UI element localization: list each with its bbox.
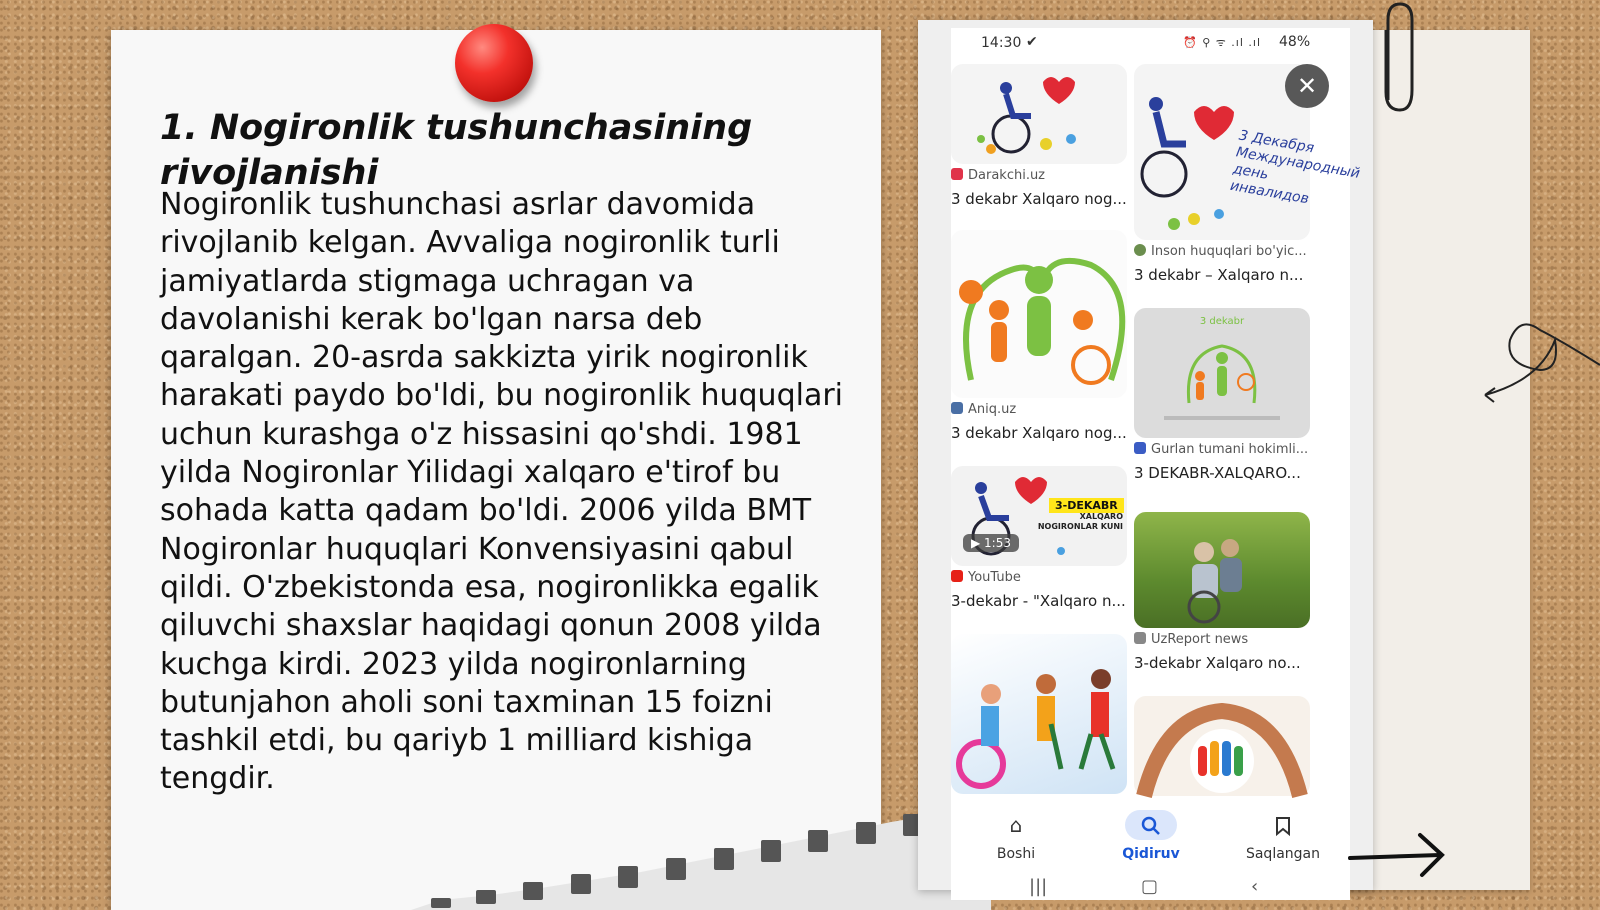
system-navigation bbox=[951, 876, 1350, 900]
result-source[interactable] bbox=[951, 570, 1021, 585]
result-thumbnail[interactable] bbox=[951, 634, 1127, 794]
result-caption[interactable]: 3 dekabr Xalqaro nog... bbox=[951, 190, 1127, 208]
torn-paper-edge bbox=[411, 800, 991, 910]
result-caption[interactable]: 3 dekabr Xalqaro nog... bbox=[951, 424, 1127, 442]
nav-label: Qidiruv bbox=[1122, 846, 1180, 862]
nav-label: Saqlangan bbox=[1245, 846, 1321, 862]
result-thumbnail[interactable] bbox=[1134, 308, 1310, 438]
result-source[interactable] bbox=[1134, 442, 1308, 457]
result-caption[interactable]: 3-dekabr - "Xalqaro n... bbox=[951, 592, 1126, 610]
result-thumbnail[interactable] bbox=[951, 64, 1127, 164]
check-icon: ✔ bbox=[1026, 34, 1038, 50]
family-heart-illustration bbox=[951, 230, 1127, 398]
video-badge-subtitle: XALQARO NOGIRONLAR KUNI bbox=[1037, 512, 1123, 531]
status-bar bbox=[951, 28, 1350, 58]
source-label: UzReport news bbox=[1151, 632, 1249, 647]
source-label: YouTube bbox=[968, 570, 1021, 585]
result-thumbnail[interactable] bbox=[1134, 696, 1310, 796]
result-caption[interactable]: 3 dekabr – Xalqaro n... bbox=[1134, 266, 1304, 284]
recent-apps-icon[interactable]: ||| bbox=[1029, 876, 1048, 897]
site-favicon bbox=[1134, 632, 1146, 644]
result-thumbnail[interactable] bbox=[951, 466, 1127, 566]
result-source[interactable] bbox=[1134, 244, 1307, 259]
video-badge: 3-DEKABR bbox=[1049, 498, 1124, 513]
home-icon: ⌂ bbox=[1009, 813, 1023, 837]
result-caption[interactable]: 3 DEKABR-XALQARO... bbox=[1134, 464, 1301, 482]
paperclip-icon bbox=[1380, 0, 1416, 120]
nav-label: Boshi bbox=[996, 846, 1036, 862]
result-source[interactable] bbox=[951, 168, 1045, 183]
result-caption[interactable]: 3-dekabr Xalqaro no... bbox=[1134, 654, 1301, 672]
loop-arrow-doodle bbox=[1480, 310, 1600, 410]
result-thumbnail[interactable] bbox=[1134, 512, 1310, 628]
site-favicon bbox=[1134, 442, 1146, 454]
nav-home[interactable] bbox=[966, 810, 1066, 862]
bottom-navigation bbox=[951, 798, 1350, 878]
home-button-icon[interactable]: ▢ bbox=[1141, 876, 1159, 897]
youtube-icon bbox=[951, 570, 963, 582]
slide-body-text: Nogironlik tushunchasi asrlar davomida rivojlanib kelgan. Avvaliga nogironlik turli jamiyatlarda stigmaga uchragan va davolanishi kerak bo'lgan narsa deb qaralgan. 20-asrda sakkizta yirik nogironlik harakati paydo bo'ldi, bu nogironlik huquqlari uchun kurashga o'z hissasini qo'shdi. 1981 yilda Nogironlar Yilidagi xalqaro e'tirof bu sohada katta qadam bo'ldi. 2006 yilda BMT Nogironlar huquqlari Konvensiyasini qabul qildi. O'zbekistonda esa, nogironlikka egalik qiluvchi shaxslar haqidagi qonun 2008 yilda kuchga kirdi. 2023 yilda nogironlarning butunjahon aholi soni taxminan 15 foizni tashkil etdi, bu qariyb 1 milliard kishiga tengdir. bbox=[160, 187, 843, 797]
search-icon bbox=[1125, 810, 1177, 840]
status-time: 14:30 bbox=[981, 35, 1022, 51]
disability-day-illustration bbox=[951, 64, 1127, 164]
result-source[interactable] bbox=[951, 402, 1016, 417]
russian-caption: 3 Декабря Международный день инвалидов bbox=[1228, 127, 1362, 208]
battery-level: 48% bbox=[1279, 34, 1311, 50]
wheelchair-photo bbox=[1134, 512, 1310, 628]
right-arrow-icon bbox=[1350, 830, 1450, 880]
play-icon: ▶ bbox=[971, 536, 985, 550]
result-thumbnail[interactable] bbox=[951, 230, 1127, 398]
video-duration bbox=[963, 534, 1019, 552]
duration-label: 1:53 bbox=[984, 536, 1011, 550]
small-family-illustration bbox=[1134, 308, 1310, 438]
red-pushpin bbox=[455, 24, 533, 102]
source-label: Gurlan tumani hokimli... bbox=[1151, 442, 1309, 457]
source-label: Inson huquqlari bo'yic... bbox=[1151, 244, 1307, 259]
phone-screen bbox=[951, 28, 1362, 900]
nav-search[interactable] bbox=[1101, 810, 1201, 862]
status-icons: ⏰ ⚲ ᯤ .ıl .ıl bbox=[1183, 36, 1261, 49]
slide-title: 1. Nogironlik tushunchasining rivojlanishi bbox=[160, 108, 753, 193]
people-celebrating-illustration bbox=[951, 634, 1127, 794]
green-thumb-heading: 3 dekabr bbox=[1199, 316, 1245, 327]
source-label: Darakchi.uz bbox=[968, 168, 1046, 183]
result-thumbnail[interactable] bbox=[1134, 64, 1362, 240]
nav-saved[interactable] bbox=[1233, 810, 1333, 862]
site-favicon bbox=[1134, 244, 1146, 256]
back-icon[interactable]: ‹ bbox=[1251, 876, 1259, 897]
site-favicon bbox=[951, 402, 963, 414]
hands-people-illustration bbox=[1134, 696, 1310, 796]
site-favicon bbox=[951, 168, 963, 180]
source-label: Aniq.uz bbox=[968, 402, 1017, 417]
bookmark-icon bbox=[1257, 810, 1309, 840]
close-icon[interactable]: ✕ bbox=[1285, 64, 1329, 108]
result-source[interactable] bbox=[1134, 632, 1248, 647]
